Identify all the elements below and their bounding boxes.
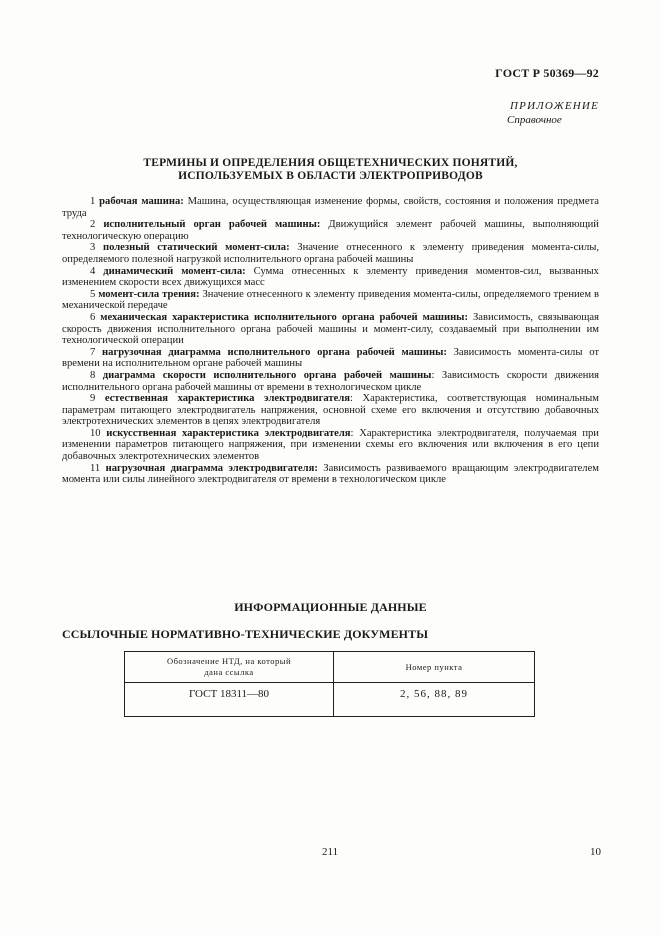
- term-item: [62, 428, 599, 463]
- term-definition: : Характеристика электродвигателя, получаемая при изменении параметров питающего напряжения, при изменении схемы его включения или включения в его цепи добавочных электротехнических элементов: [62, 427, 599, 463]
- term-number: 1: [90, 196, 96, 207]
- term-item: [62, 347, 599, 370]
- term-item: [62, 219, 599, 242]
- term-name: исполнительный орган рабочей машины:: [103, 219, 321, 231]
- term-definition: Зависимость развиваемого вращающим электродвигателем момента или силы линейного электродвигателя от времени в технологическом цикле: [62, 462, 599, 486]
- references-title: ССЫЛОЧНЫЕ НОРМАТИВНО-ТЕХНИЧЕСКИЕ ДОКУМЕНТЫ: [62, 627, 429, 641]
- term-name: динамический момент-сила:: [103, 265, 246, 277]
- term-name: нагрузочная диаграмма исполнительного органа рабочей машины:: [102, 346, 447, 358]
- term-definition: Значение отнесенного к элементу приведения момента-силы, определяемого трением в механической передаче: [62, 288, 600, 312]
- section-title-line-2: ИСПОЛЬЗУЕМЫХ В ОБЛАСТИ ЭЛЕКТРОПРИВОДОВ: [178, 170, 483, 182]
- term-item: [62, 289, 599, 312]
- term-number: 5: [90, 288, 96, 300]
- term-definition: Движущийся элемент рабочей машины, выполняющий технологическую операцию: [62, 219, 599, 242]
- term-number: 11: [90, 462, 101, 474]
- info-title: ИНФОРМАЦИОННЫЕ ДАННЫЕ: [234, 600, 427, 614]
- term-item: [62, 312, 599, 347]
- term-definition: Зависимость момента-силы от времени на исполнительном органе рабочей машины: [62, 346, 599, 370]
- term-definition: Зависимость, связывающая скорость движения исполнительного органа рабочей машины и момент-силу, создаваемый при выполнении им технологической операции: [62, 311, 599, 347]
- column-header-document: [125, 652, 334, 683]
- term-definition: Сумма отнесенных к элементу приведения моментов-сил, вызванных изменением скорости всех движущихся масс: [62, 265, 599, 289]
- table-row: [125, 683, 535, 717]
- term-name: естественная характеристика электродвигателя: [104, 393, 351, 405]
- term-number: 4: [90, 265, 96, 277]
- term-name: момент-сила трения:: [98, 288, 200, 300]
- column-header-document-line-1: Обозначение НТД, на который: [166, 656, 292, 666]
- term-item: [62, 463, 599, 486]
- table-cell-items: 2, 56, 88, 89: [334, 683, 535, 717]
- term-definition: Значение отнесенного к элементу приведения момента-силы, определяемого полезной нагрузкой исполнительного органа рабочей машины: [62, 242, 600, 265]
- term-name: нагрузочная диаграмма электродвигателя:: [105, 462, 318, 474]
- term-number: 3: [90, 242, 96, 254]
- term-definition: : Характеристика, соответствующая номинальным параметрам питающего электродвигатель напряжения, основной схеме его включения и отсутствию добавочных электротехнических элементов в цепях электродвигателя: [62, 393, 599, 428]
- section-title-line-1: ТЕРМИНЫ И ОПРЕДЕЛЕНИЯ ОБЩЕТЕХНИЧЕСКИХ ПОНЯТИЙ,: [143, 157, 518, 169]
- term-name: механическая характеристика исполнительного органа рабочей машины:: [100, 311, 468, 323]
- term-number: 7: [90, 346, 96, 358]
- term-item: [62, 370, 599, 393]
- term-item: [62, 393, 599, 428]
- appendix-title: ПРИЛОЖЕНИЕ: [510, 100, 599, 112]
- term-definition: : Зависимость скорости движения исполнительного органа рабочей машины от времени в технологическом цикле: [62, 369, 599, 393]
- document-code: ГОСТ Р 50369—92: [495, 66, 599, 80]
- term-item: [62, 196, 599, 219]
- table-cell-document: ГОСТ 18311—80: [125, 683, 334, 717]
- term-number: 2: [90, 219, 96, 231]
- term-number: 8: [90, 369, 96, 381]
- column-header-document-line-2: дана ссылка: [204, 667, 254, 677]
- term-number: 9: [90, 393, 96, 405]
- term-name: рабочая машина:: [99, 196, 184, 207]
- appendix-label: [507, 99, 599, 127]
- column-header-items: Номер пункта: [334, 652, 535, 683]
- term-item: [62, 266, 599, 289]
- sheet-number: 10: [590, 846, 601, 858]
- term-number: 10: [90, 427, 101, 439]
- table-header-row: [125, 652, 535, 683]
- term-name: искусственная характеристика электродвигателя: [106, 427, 351, 439]
- term-item: [62, 242, 599, 265]
- references-table: [124, 651, 535, 717]
- section-title: [62, 157, 599, 183]
- page-number: 211: [322, 846, 339, 858]
- term-definition: Машина, осуществляющая изменение формы, свойств, состояния и положения предмета труда: [62, 196, 599, 219]
- term-name: диаграмма скорости исполнительного органа рабочей машины: [102, 369, 432, 381]
- appendix-type: Справочное: [507, 114, 562, 126]
- term-number: 6: [90, 311, 96, 323]
- terms-list: [62, 196, 599, 486]
- term-name: полезный статический момент-сила:: [102, 242, 290, 254]
